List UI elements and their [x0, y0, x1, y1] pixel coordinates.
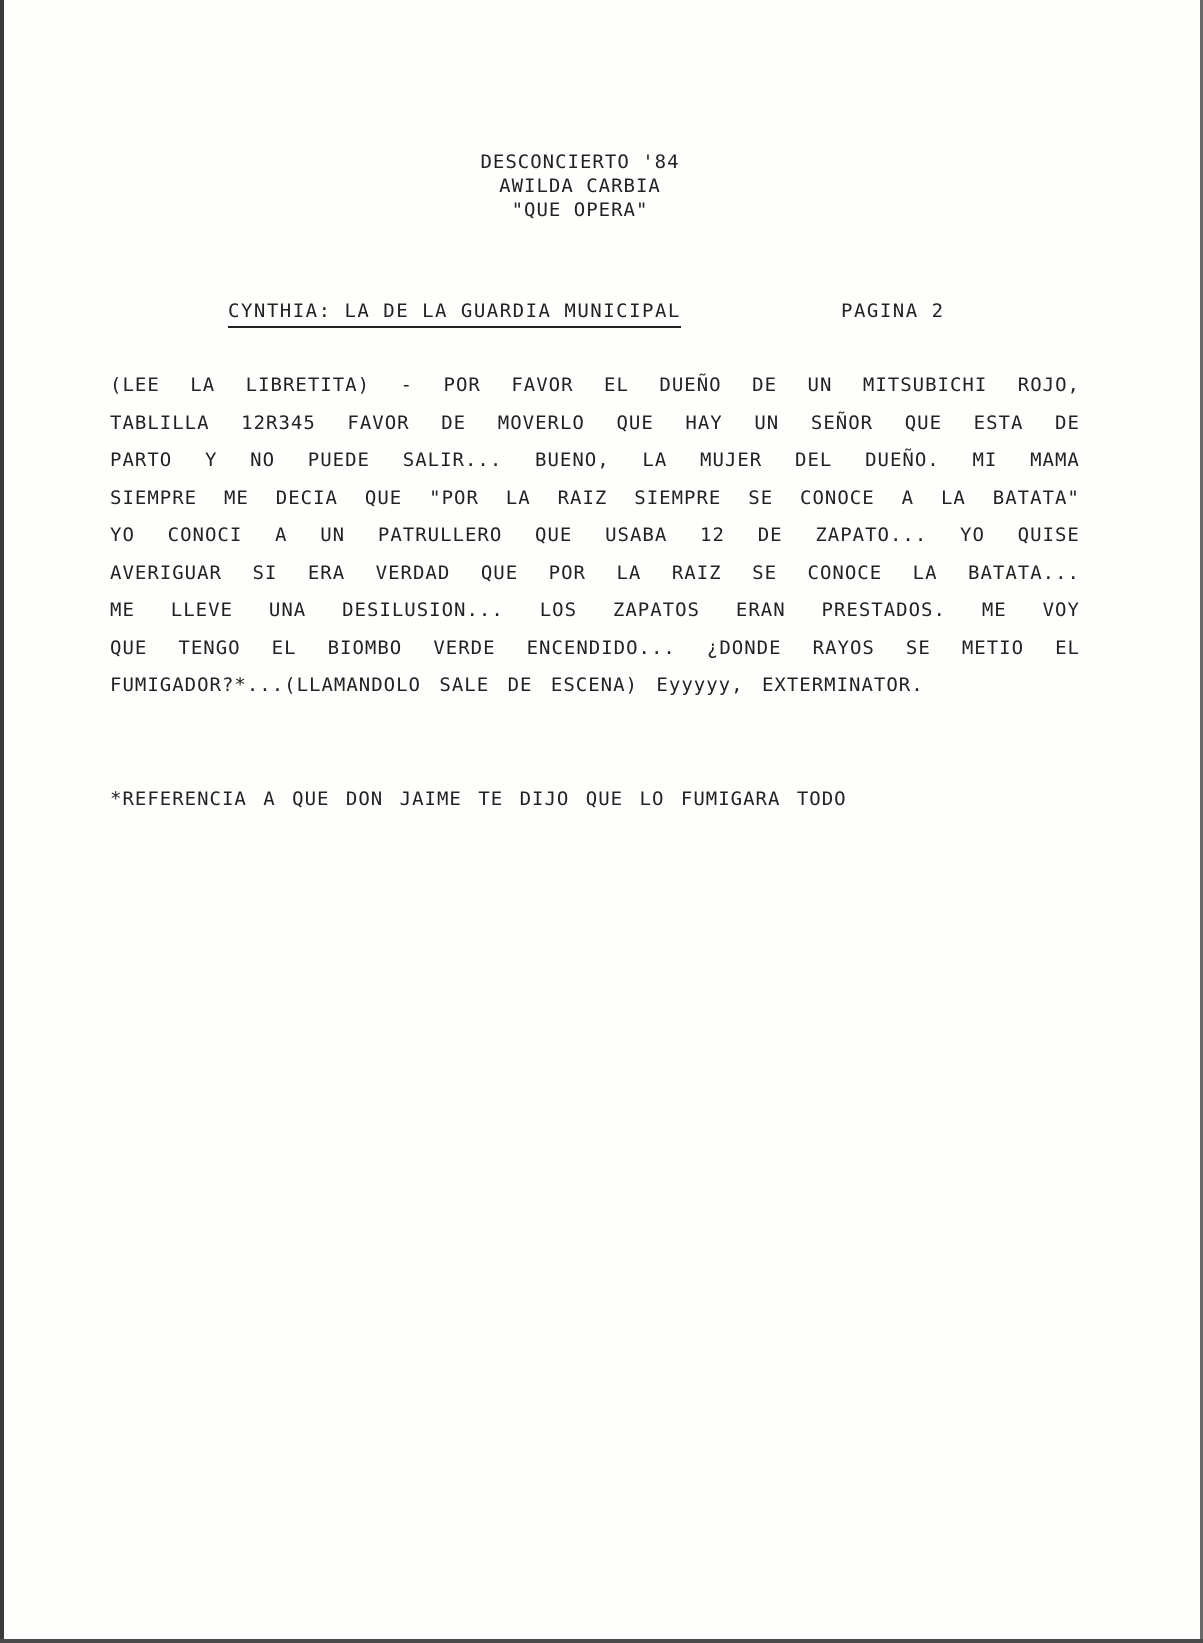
- body-word: SEÑOR: [810, 411, 874, 434]
- body-line-last: FUMIGADOR?*...(LLAMANDOLO SALE DE ESCENA) Eyyyyy, EXTERMINATOR.: [110, 674, 924, 696]
- body-word: HAY: [685, 411, 723, 434]
- body-word: ZAPATOS: [612, 599, 700, 621]
- body-word: ¿DONDE: [706, 636, 782, 659]
- body-word: TENGO: [178, 636, 241, 659]
- body-line: [110, 599, 1080, 637]
- body-word: DUEÑO.: [865, 449, 940, 471]
- body-word: 12R345: [241, 411, 316, 434]
- body-word: LA: [912, 561, 938, 584]
- body-word: DEL: [795, 449, 833, 471]
- body-word: ME: [981, 599, 1007, 621]
- body-word: YO: [110, 524, 135, 546]
- script-body: [110, 374, 1080, 712]
- body-word: 12: [700, 524, 725, 546]
- body-word: SIEMPRE: [110, 486, 198, 509]
- document-header: [380, 150, 780, 222]
- body-word: YO: [960, 524, 985, 546]
- body-word: MITSUBICHI: [862, 374, 988, 396]
- body-word: RAIZ: [557, 486, 608, 509]
- body-word: LA: [940, 486, 966, 509]
- body-word: A: [275, 524, 288, 546]
- body-word: BUENO,: [535, 449, 610, 471]
- body-word: DE: [441, 411, 467, 434]
- body-word: QUE: [616, 411, 654, 434]
- scan-edge-bottom: [0, 1639, 1203, 1643]
- body-word: QUISE: [1017, 524, 1080, 546]
- body-word: POR: [548, 561, 586, 584]
- body-word: QUE: [904, 411, 943, 434]
- body-word: USABA: [605, 524, 668, 546]
- body-word: SI: [252, 561, 278, 584]
- body-word: ROJO,: [1017, 374, 1080, 396]
- body-word: EL: [604, 374, 629, 396]
- body-word: PRESTADOS.: [821, 599, 946, 621]
- body-word: TABLILLA: [110, 411, 210, 434]
- body-word: "POR: [429, 486, 479, 509]
- body-word: MAMA: [1030, 449, 1080, 471]
- header-show-title: DESCONCIERTO '84: [480, 151, 680, 173]
- body-line: [110, 412, 1080, 450]
- body-word: MUJER: [700, 449, 763, 471]
- body-word: QUE: [535, 524, 573, 546]
- body-word: PATRULLERO: [377, 524, 503, 546]
- body-word: UNA: [268, 599, 307, 621]
- body-line: [110, 487, 1080, 525]
- body-word: POR: [443, 374, 481, 396]
- body-word: QUE: [480, 561, 519, 584]
- header-piece-title: "QUE OPERA": [511, 199, 649, 221]
- body-word: SIEMPRE: [634, 486, 722, 509]
- body-word: SE: [748, 486, 774, 509]
- body-word: FAVOR: [511, 374, 574, 396]
- body-word: NO: [250, 449, 276, 471]
- body-word: LA: [616, 561, 642, 584]
- body-word: UN: [754, 411, 780, 434]
- body-word: -: [400, 374, 413, 396]
- body-word: DE: [1055, 411, 1080, 434]
- body-word: LIBRETITA): [245, 374, 371, 396]
- body-word: ERA: [307, 561, 346, 584]
- body-word: CONOCE: [807, 561, 883, 584]
- body-line: [110, 524, 1080, 562]
- body-word: DUEÑO: [659, 374, 722, 396]
- body-word: AVERIGUAR: [110, 561, 222, 584]
- body-word: EL: [1055, 636, 1080, 659]
- body-line: [110, 449, 1080, 487]
- body-word: PARTO: [110, 449, 173, 471]
- body-word: LOS: [539, 599, 578, 621]
- scan-edge-left: [0, 0, 4, 1643]
- body-word: ME: [110, 599, 135, 621]
- body-word: UN: [807, 374, 833, 396]
- body-word: ZAPATO...: [815, 524, 928, 546]
- body-word: CONOCI: [167, 524, 243, 546]
- body-word: DECIA: [275, 486, 338, 509]
- body-word: LA: [190, 374, 216, 396]
- body-word: METIO: [961, 636, 1025, 659]
- body-word: ME: [223, 486, 249, 509]
- body-word: FAVOR: [347, 411, 410, 434]
- body-word: RAYOS: [812, 636, 875, 659]
- body-word: DESILUSION...: [342, 599, 504, 621]
- body-word: A: [901, 486, 915, 509]
- body-word: BATATA...: [968, 561, 1080, 584]
- body-word: ESTA: [973, 411, 1024, 434]
- body-word: LLEVE: [170, 599, 233, 621]
- body-word: SE: [905, 636, 931, 659]
- body-word: LA: [505, 486, 531, 509]
- body-word: (LEE: [110, 374, 160, 396]
- body-word: VERDE: [433, 636, 496, 659]
- body-word: EL: [271, 636, 297, 659]
- body-word: ENCENDIDO...: [526, 636, 676, 659]
- body-word: Y: [204, 449, 218, 471]
- body-word: ERAN: [735, 599, 786, 621]
- body-word: LA: [642, 449, 668, 471]
- page-number: PAGINA 2: [841, 300, 945, 322]
- body-word: PUEDE: [307, 449, 370, 471]
- body-word: SALIR...: [402, 449, 503, 471]
- body-word: VERDAD: [375, 561, 451, 584]
- body-word: QUE: [110, 636, 148, 659]
- body-word: QUE: [364, 486, 403, 509]
- body-word: BIOMBO: [327, 636, 403, 659]
- body-word: DE: [757, 524, 783, 546]
- body-word: CONOCE: [800, 486, 875, 509]
- body-word: MOVERLO: [497, 411, 585, 434]
- scene-title: CYNTHIA: LA DE LA GUARDIA MUNICIPAL: [228, 300, 681, 328]
- body-word: BATATA": [992, 486, 1080, 509]
- body-word: MI: [972, 449, 998, 471]
- body-word: SE: [752, 561, 778, 584]
- body-word: RAIZ: [671, 561, 722, 584]
- body-line: [110, 562, 1080, 600]
- body-line: [110, 374, 1080, 412]
- footnote: *REFERENCIA A QUE DON JAIME TE DIJO QUE LO FUMIGARA TODO: [110, 788, 847, 810]
- body-line: [110, 637, 1080, 675]
- body-word: VOY: [1042, 599, 1080, 621]
- header-author: AWILDA CARBIA: [499, 175, 661, 197]
- body-word: UN: [320, 524, 346, 546]
- body-word: DE: [752, 374, 778, 396]
